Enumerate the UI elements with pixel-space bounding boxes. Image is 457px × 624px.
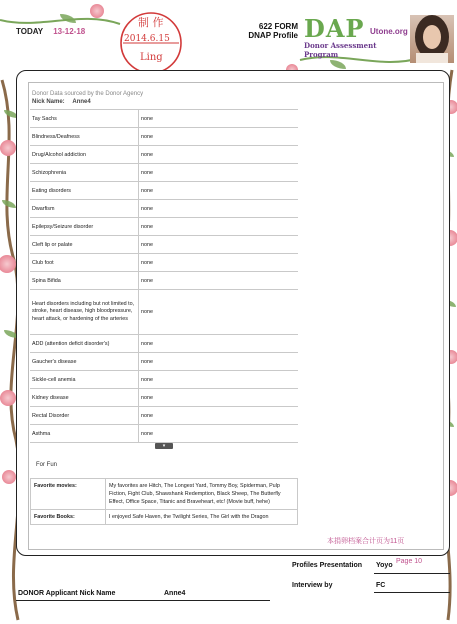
condition-value: none (139, 371, 299, 389)
table-row (30, 110, 298, 128)
for-fun-label: For Fun (36, 462, 58, 468)
table-row (31, 510, 298, 525)
condition-name: Epilepsy/Seizure disorder (30, 218, 139, 236)
table-row (30, 371, 298, 389)
source-text: Donor Data sourced by the Donor Agency (32, 91, 144, 97)
table-row (30, 128, 298, 146)
presentation-label: Profiles Presentation (292, 562, 363, 569)
page-count-note: 本捐卵档案合计页为11页 (327, 538, 405, 545)
table-row (30, 164, 298, 182)
condition-name: Tay Sachs (30, 110, 139, 128)
table-row (30, 272, 298, 290)
for-fun-table (30, 478, 298, 525)
stamp-date-text: 2014.6.15 (124, 34, 170, 44)
form-title-line1: 622 FORM (258, 22, 298, 31)
today-date (16, 27, 85, 36)
table-row (30, 236, 298, 254)
logo-tagline: Donor Assessment Program (304, 41, 377, 59)
table-row (30, 254, 298, 272)
nick-name-value: Anne4 (72, 99, 91, 105)
condition-name: Cleft lip or palate (30, 236, 139, 254)
condition-name: Dwarfism (30, 200, 139, 218)
stamp-name-text: Ling (140, 52, 163, 63)
condition-value: none (139, 335, 299, 353)
date-value: 13-12-18 (53, 27, 86, 36)
condition-name: Gaucher's disease (30, 353, 139, 371)
condition-name: Schizophrenia (30, 164, 139, 182)
today-label: TODAY (16, 27, 43, 36)
applicant-value: Anne4 (164, 590, 186, 597)
table-row (30, 425, 298, 443)
flower-icon (2, 470, 16, 484)
table-row (30, 389, 298, 407)
flower-icon (0, 390, 16, 406)
condition-value: none (139, 425, 299, 443)
fun-row-label: Favorite Books: (31, 510, 106, 525)
condition-value: none (139, 200, 299, 218)
table-row (30, 146, 298, 164)
donor-photo (410, 15, 454, 63)
logo-brand: DAP (304, 14, 365, 43)
condition-value: none (139, 146, 299, 164)
condition-value: none (139, 236, 299, 254)
approval-stamp (118, 10, 184, 76)
table-row (30, 407, 298, 425)
condition-name: ADD (attention deficit disorder's) (30, 335, 139, 353)
fun-row-label: Favorite movies: (31, 479, 106, 510)
interview-underline (374, 592, 450, 593)
condition-value: none (139, 254, 299, 272)
condition-name: Drug/Alcohol addiction (30, 146, 139, 164)
condition-name: Kidney disease (30, 389, 139, 407)
condition-value: none (139, 110, 299, 128)
condition-name: Sickle-cell anemia (30, 371, 139, 389)
dap-logo (304, 14, 408, 59)
interview-label: Interview by (292, 582, 333, 589)
condition-value: none (139, 164, 299, 182)
form-title-line2: DNAP Profile (248, 31, 298, 40)
applicant-label: DONOR Applicant Nick Name (18, 590, 116, 597)
condition-name: Rectal Disorder (30, 407, 139, 425)
condition-name: Heart disorders including but not limited to, stroke, heart disease, high bloodpressure, heart attack, or hardening of the arteries (30, 290, 139, 335)
interview-value: FC (376, 582, 386, 589)
condition-value: none (139, 128, 299, 146)
condition-name: Blindness/Deafness (30, 128, 139, 146)
condition-name: Club foot (30, 254, 139, 272)
document-header (32, 90, 143, 106)
table-row (30, 218, 298, 236)
condition-value: none (139, 389, 299, 407)
medical-conditions-table (30, 109, 298, 443)
fun-row-value: My favorites are Hitch, The Longest Yard, Tommy Boy, Spiderman, Pulp Fiction, Fight Club, Shawshank Redemption, Black Sheep, The Butterfly Effect, Office Space, Titanic and Braveheart, etc! (Movie buff, hehe) (106, 479, 298, 510)
logo-site: Utone.org (370, 27, 408, 36)
condition-value: none (139, 218, 299, 236)
table-row (31, 479, 298, 510)
condition-name: Spina Bifida (30, 272, 139, 290)
flower-icon (90, 4, 104, 18)
condition-name: Eating disorders (30, 182, 139, 200)
applicant-underline (16, 600, 270, 601)
condition-value: none (139, 272, 299, 290)
table-row (30, 200, 298, 218)
condition-value: none (139, 353, 299, 371)
condition-value: none (139, 290, 299, 335)
table-row (30, 353, 298, 371)
condition-name: Asthma (30, 425, 139, 443)
presentation-value: Yoyo (376, 562, 393, 569)
portrait-icon (410, 15, 454, 63)
page-number: Page 10 (396, 558, 423, 565)
table-row (30, 335, 298, 353)
nick-name-line (32, 98, 143, 106)
flower-icon (0, 140, 16, 156)
form-title (236, 22, 298, 40)
table-row (30, 290, 298, 335)
condition-value: none (139, 182, 299, 200)
fun-row-value: I enjoyed Safe Haven, the Twilight Series, The Girl with the Dragon (106, 510, 298, 525)
stamp-top-text: 制 作 (138, 16, 164, 29)
table-row (30, 182, 298, 200)
condition-value: none (139, 407, 299, 425)
presentation-underline (374, 573, 450, 574)
nick-name-label: Nick Name: (32, 99, 65, 105)
scroll-down-icon[interactable]: ▾ (155, 443, 173, 449)
